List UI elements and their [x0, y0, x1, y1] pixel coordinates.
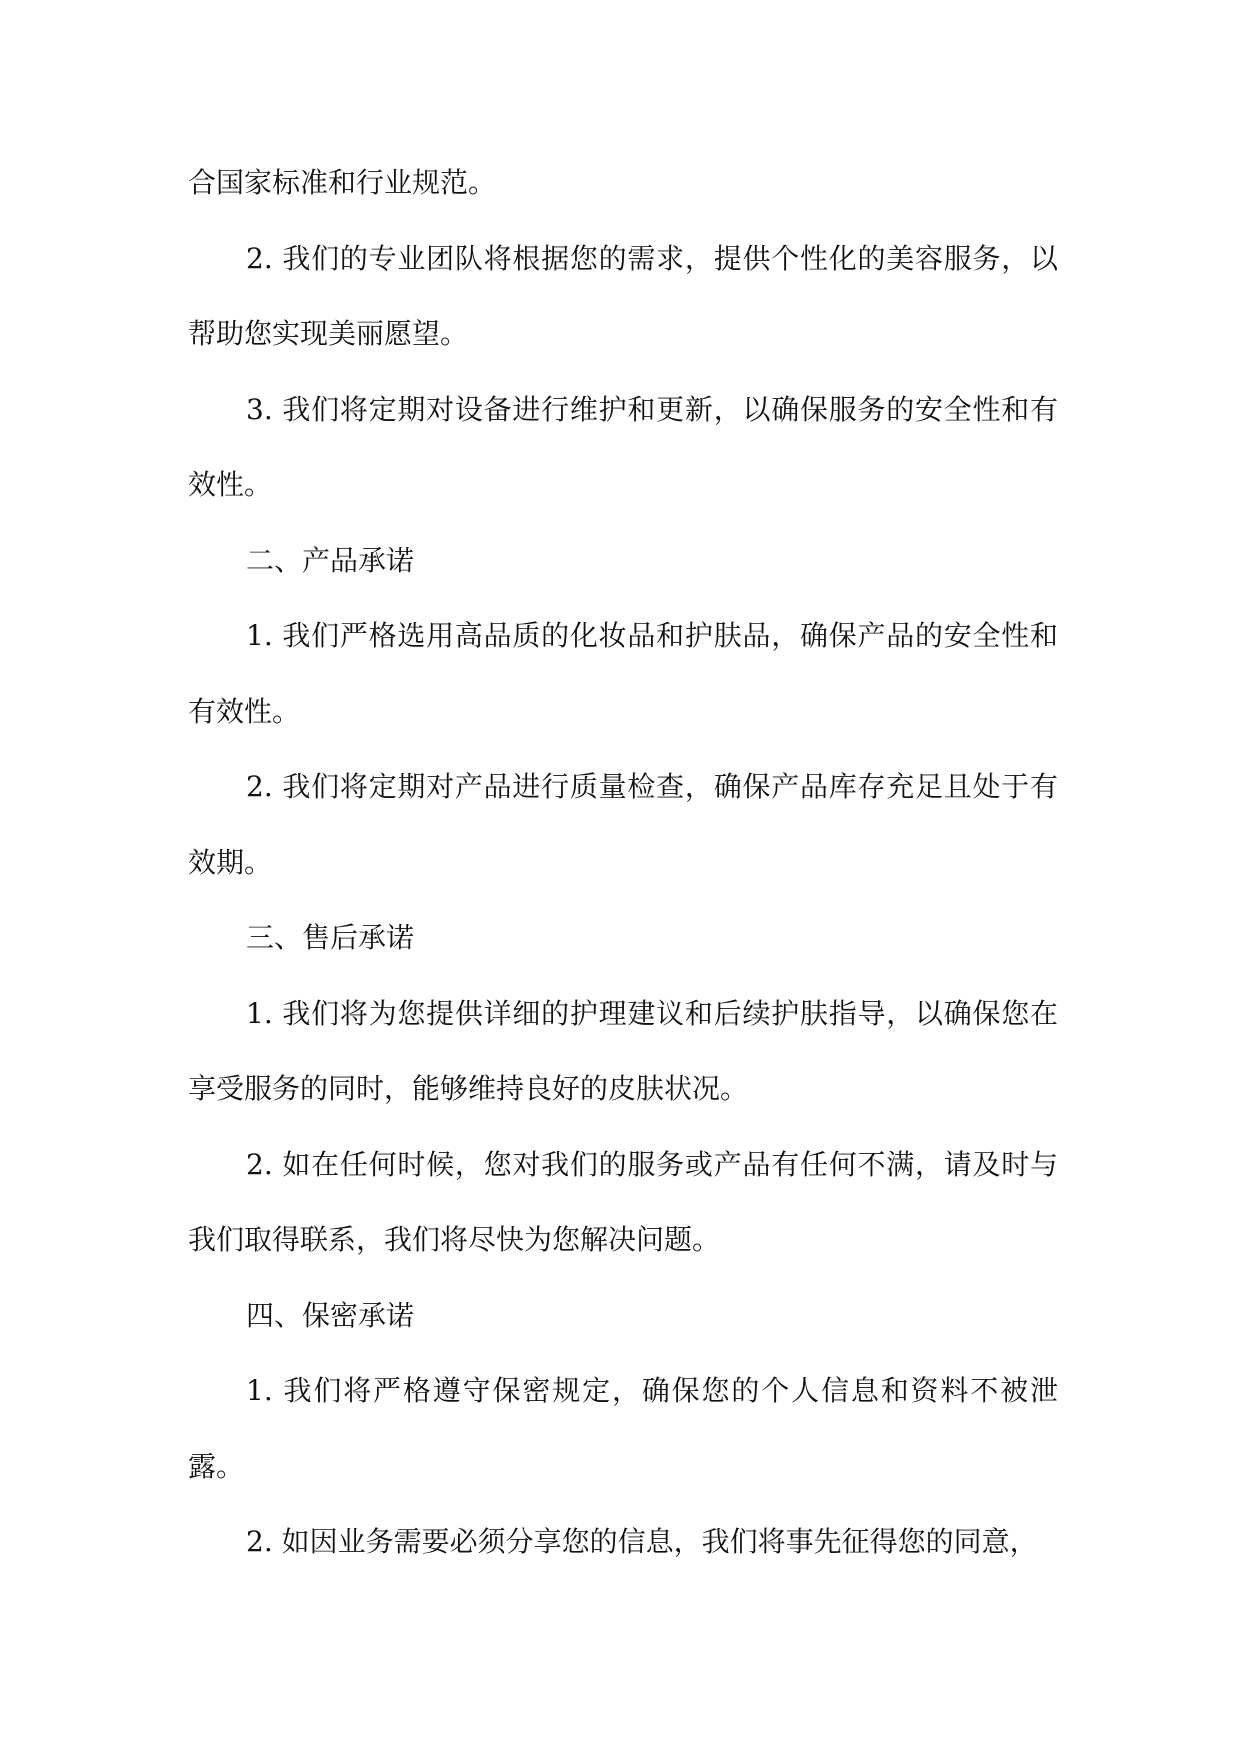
paragraph-after-sales-1: 1. 我们将为您提供详细的护理建议和后续护肤指导，以确保您在享受服务的同时，能够维持良好的皮肤状况。: [188, 996, 1058, 1105]
paragraph-confidentiality-2: 2. 如因业务需要必须分享您的信息，我们将事先征得您的同意，: [246, 1525, 1038, 1558]
section-heading-confidentiality: 四、保密承诺: [246, 1298, 415, 1332]
section-heading-product: 二、产品承诺: [246, 543, 415, 577]
document-body: [188, 145, 1058, 1580]
paragraph-continuation: 合国家标准和行业规范。: [188, 166, 497, 199]
paragraph-service-3: 3. 我们将定期对设备进行维护和更新，以确保服务的安全性和有效性。: [188, 392, 1058, 501]
section-heading-after-sales: 三、售后承诺: [246, 921, 415, 954]
paragraph-after-sales-2: 2. 如在任何时候，您对我们的服务或产品有任何不满，请及时与我们取得联系，我们将尽快为您解决问题。: [188, 1147, 1058, 1256]
paragraph-service-2: 2. 我们的专业团队将根据您的需求，提供个性化的美容服务，以帮助您实现美丽愿望。: [188, 241, 1058, 350]
paragraph-confidentiality-1: 1. 我们将严格遵守保密规定，确保您的个人信息和资料不被泄露。: [188, 1374, 1058, 1483]
paragraph-product-2: 2. 我们将定期对产品进行质量检查，确保产品库存充足且处于有效期。: [188, 770, 1058, 879]
paragraph-product-1: 1. 我们严格选用高品质的化妆品和护肤品，确保产品的安全性和有效性。: [188, 619, 1058, 728]
